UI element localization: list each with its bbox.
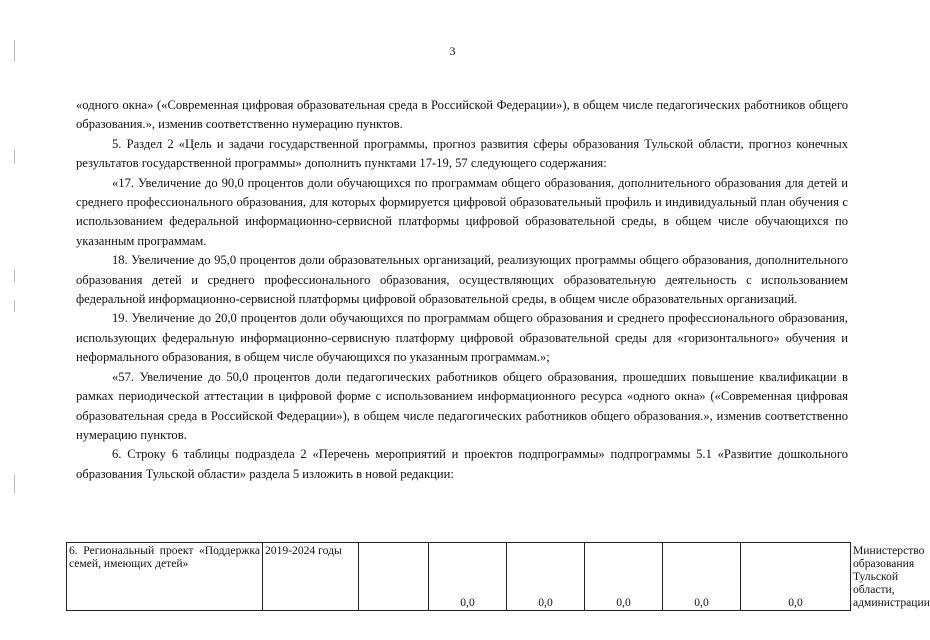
scan-mark [14, 270, 15, 282]
measures-table [66, 542, 930, 611]
document-body [76, 96, 848, 484]
paragraph-point-18: 18. Увеличение до 95,0 процентов доли образовательных организаций, реализующих программы общего образования, дополнительного образования детей и среднего профессионального образования, осуществляющих образовательную деятельность с использованием федеральной информационно-сервисной платформы цифровой образовательной среды, в общем числе образовательных организаций. [76, 253, 848, 307]
page-number: 3 [449, 44, 456, 58]
paragraph-item-5: 5. Раздел 2 «Цель и задачи государственной программы, прогноз развития сферы образования Тульской области, прогноз конечных результатов государственной программы» дополнить пунктами 17-19, 57 следующего содержания: [76, 136, 848, 171]
paragraph-point-19: 19. Увеличение до 20,0 процентов доли обучающихся по программам общего образования и среднего профессионального образования, использующих федеральную информационно-сервисную платформу цифровой образовательной среды для «горизонтального» обучения и неформального образования, в общем числе обучающихся по указанным программам.»; [76, 311, 848, 365]
value-cell: 0,0 [663, 543, 741, 611]
value-cell: 0,0 [507, 543, 585, 611]
value-cell: 0,0 [429, 543, 507, 611]
paragraph-item-6: 6. Строку 6 таблицы подраздела 2 «Перечень мероприятий и проектов подпрограммы» подпрограммы 5.1 «Развитие дошкольного образования Тульской области» раздела 5 изложить в новой редакции: [76, 447, 848, 481]
period-cell: 2019-2024 годы [263, 543, 359, 611]
scan-mark [14, 300, 15, 312]
paragraph-continuation: «одного окна» («Современная цифровая образовательная среда в Российской Федерации»), в общем числе педагогических работников общего образования.», изменив соответственно нумерацию пунктов. [76, 98, 848, 132]
paragraph-point-57: «57. Увеличение до 50,0 процентов доли педагогических работников общего образования, прошедших повышение квалификации в рамках периодической аттестации в цифровой форме с использованием информационного ресурса «одного окна» («Современная цифровая образовательная среда в Российской Федерации»), в общем числе педагогических работников общего образования.», изменив соответственно нумерацию пунктов. [76, 369, 848, 442]
value-cell [359, 543, 429, 611]
value-cell: 0,0 [585, 543, 663, 611]
value-cell: 0,0 [741, 543, 851, 611]
scan-mark [14, 40, 15, 62]
paragraph-point-17: «17. Увеличение до 90,0 процентов доли обучающихся по программам общего образования, дополнительного образования для детей и среднего профессионального образования, для которых формируется цифровой образовательный профиль и индивидуальный план обучения с использованием федеральной информационно-сервисной платформы цифровой образовательной среды, в общем числе обучающихся по указанным программам. [76, 175, 848, 248]
scan-mark [14, 475, 15, 493]
project-name-cell: 6. Региональный проект «Поддержка семей, имеющих детей» [67, 543, 263, 611]
scan-mark [14, 150, 15, 164]
table-row: 6. Региональный проект «Поддержка семей, имеющих детей» 2019-2024 годы 0,0 0,0 0,0 0,0 0,0 Министерство образования Тульской области, администрации [67, 543, 851, 611]
